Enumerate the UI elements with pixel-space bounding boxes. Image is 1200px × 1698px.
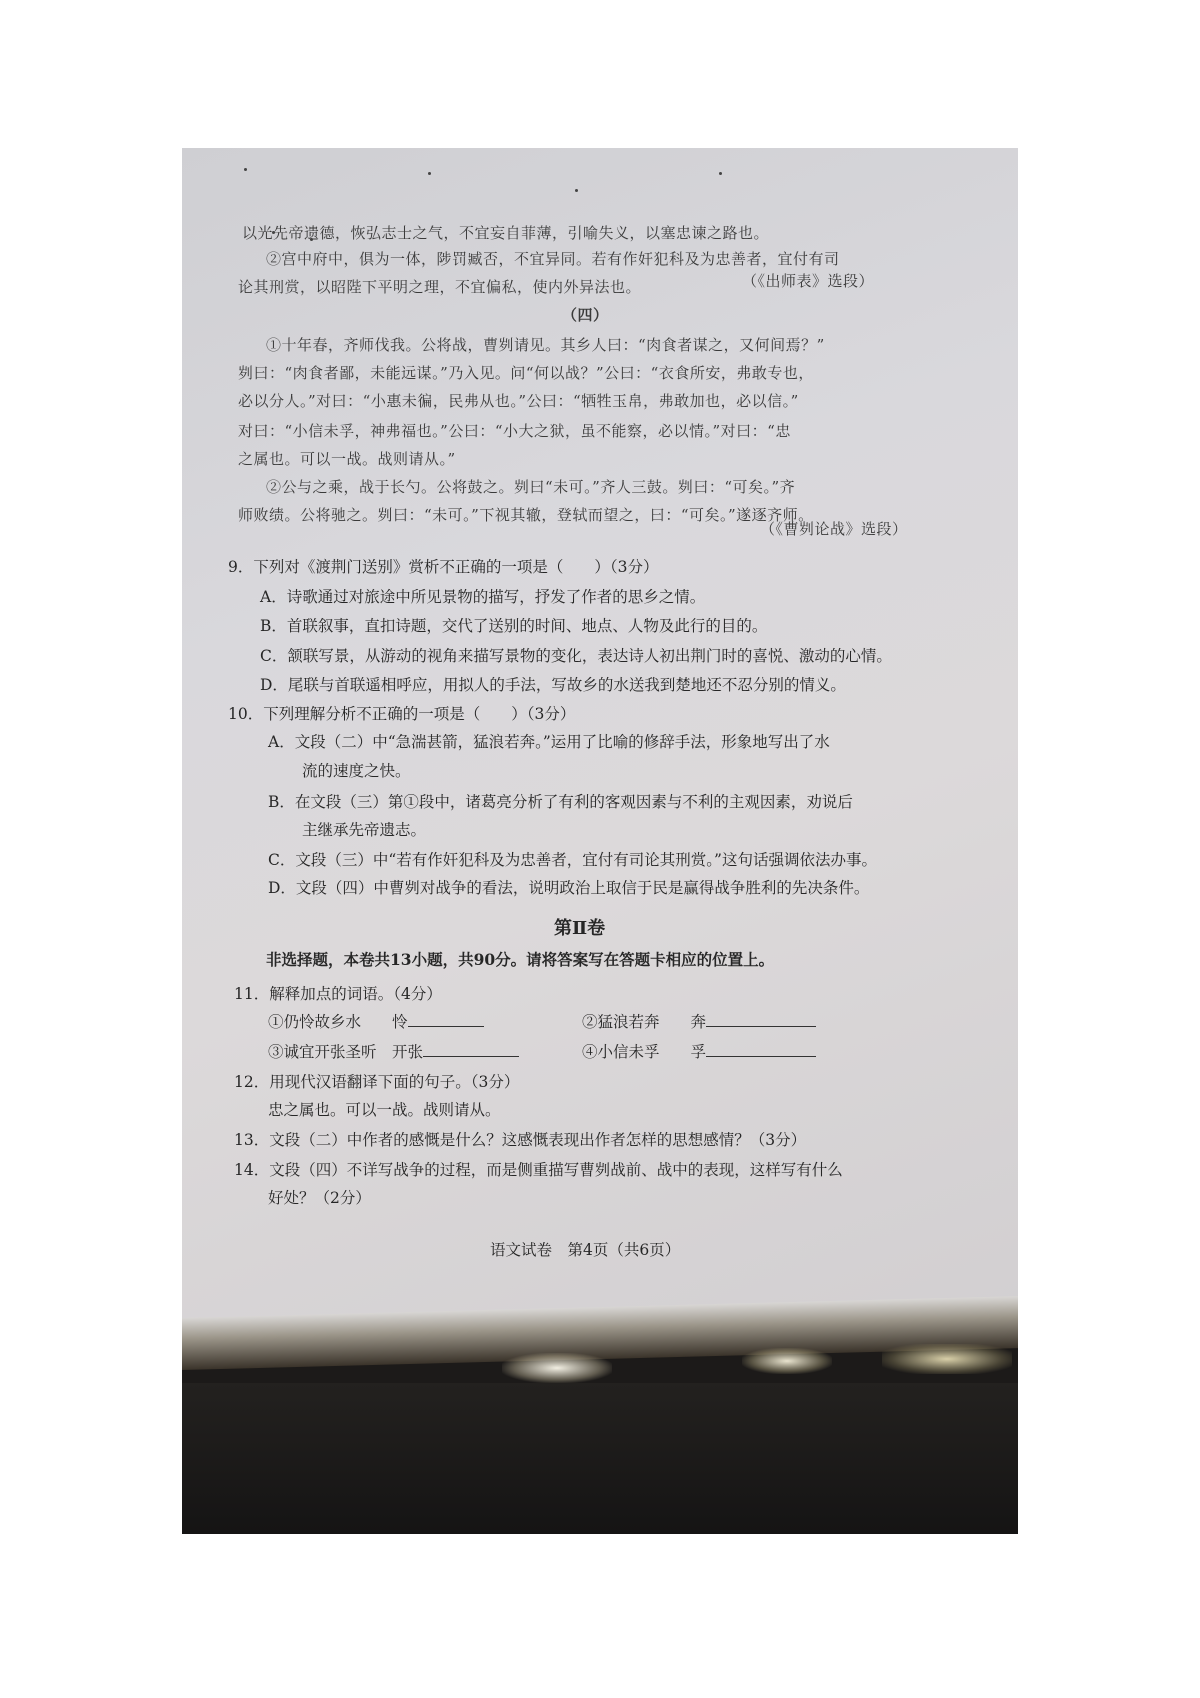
q11-item-label: ③诚宜开张圣听 开张 bbox=[268, 1043, 424, 1061]
option: A．文段（二）中“急湍甚箭，猛浪若奔。”运用了比喻的修辞手法，形象地写出了水 bbox=[268, 733, 830, 751]
question-10: 10．下列理解分析不正确的一项是（ ）（3分） bbox=[228, 705, 576, 723]
answer-blank bbox=[706, 1012, 816, 1027]
question-12: 12．用现代汉语翻译下面的句子。（3分） bbox=[234, 1073, 520, 1091]
answer-blank bbox=[706, 1042, 816, 1057]
exam-photo bbox=[182, 148, 1018, 1534]
passage-line: 师败绩。公将驰之。刿曰：“未可。”下视其辙，登轼而望之，曰：“可矣。”遂逐齐师。 bbox=[238, 506, 814, 524]
q11-item-4 bbox=[582, 1040, 816, 1062]
part-instructions: 非选择题，本卷共13小题，共90分。请将答案写在答题卡相应的位置上。 bbox=[266, 950, 775, 969]
question-9: 9．下列对《渡荆门送别》赏析不正确的一项是（ ）（3分） bbox=[228, 558, 659, 576]
page-footer: 语文试卷 第4页（共6页） bbox=[490, 1241, 681, 1259]
passage-source: （《曹刿论战》选段） bbox=[760, 520, 908, 538]
option: B．在文段（三）第①段中，诸葛亮分析了有利的客观因素与不利的主观因素，劝说后 bbox=[268, 793, 853, 811]
option: 主继承先帝遗志。 bbox=[302, 821, 427, 839]
q11-item-label: ④小信未孚 孚 bbox=[582, 1043, 707, 1061]
passage-line: 必以分人。”对曰：“小惠未徧，民弗从也。”公曰：“牺牲玉帛，弗敢加也，必以信。” bbox=[238, 392, 799, 410]
q11-item-label: ①仍怜故乡水 怜 bbox=[268, 1013, 408, 1031]
option: D．尾联与首联遥相呼应，用拟人的手法，写故乡的水送我到楚地还不忍分别的情义。 bbox=[260, 676, 846, 694]
light-glare bbox=[882, 1344, 1012, 1374]
option: B．首联叙事，直扣诗题，交代了送别的时间、地点、人物及此行的目的。 bbox=[260, 617, 768, 635]
option: A．诗歌通过对旅途中所见景物的描写，抒发了作者的思乡之情。 bbox=[260, 588, 706, 606]
passage-line: 对曰：“小信未孚，神弗福也。”公曰：“小大之狱，虽不能察，必以情。”对曰：“忠 bbox=[238, 422, 791, 440]
passage-line: ②公与之乘，战于长勺。公将鼓之。刿曰“未可。”齐人三鼓。刿曰：“可矣。”齐 bbox=[266, 478, 796, 496]
q11-item-1 bbox=[268, 1010, 484, 1032]
answer-blank bbox=[423, 1042, 519, 1057]
light-glare bbox=[742, 1348, 832, 1374]
option: C．文段（三）中“若有作奸犯科及为忠善者，宜付有司论其刑赏。”这句话强调依法办事。 bbox=[268, 851, 877, 869]
section-title: （四） bbox=[562, 306, 609, 324]
question-14: 14．文段（四）不详写战争的过程，而是侧重描写曹刿战前、战中的表现，这样写有什么 bbox=[234, 1161, 843, 1179]
question-14-cont: 好处？（2分） bbox=[268, 1189, 371, 1207]
option: D．文段（四）中曹刿对战争的看法，说明政治上取信于民是赢得战争胜利的先决条件。 bbox=[268, 879, 870, 897]
passage-line: 刿曰：“肉食者鄙，未能远谋。”乃入见。问“何以战？”公曰：“衣食所安，弗敢专也， bbox=[238, 364, 814, 382]
passage-line: 之属也。可以一战。战则请从。” bbox=[238, 450, 456, 468]
light-glare bbox=[502, 1353, 612, 1383]
question-13: 13．文段（二）中作者的感慨是什么？这感慨表现出作者怎样的思想感情？（3分） bbox=[234, 1131, 807, 1149]
passage-line: ②宫中府中，俱为一体，陟罚臧否，不宜异同。若有作奸犯科及为忠善者，宜付有司 bbox=[266, 250, 840, 268]
q11-item-3 bbox=[268, 1040, 519, 1062]
part-title: 第Ⅱ卷 bbox=[554, 918, 606, 939]
question-11: 11．解释加点的词语。（4分） bbox=[234, 985, 442, 1003]
q12-sentence: 忠之属也。可以一战。战则请从。 bbox=[268, 1101, 501, 1119]
q11-item-label: ②猛浪若奔 奔 bbox=[582, 1013, 707, 1031]
option: C．颔联写景，从游动的视角来描写景物的变化，表达诗人初出荆门时的喜悦、激动的心情。 bbox=[260, 647, 892, 665]
passage-line: ①十年春，齐师伐我。公将战，曹刿请见。其乡人曰：“肉食者谋之，又何间焉？” bbox=[266, 336, 825, 354]
passage-source: （《出师表》选段） bbox=[742, 272, 875, 290]
option: 流的速度之快。 bbox=[302, 762, 411, 780]
answer-blank bbox=[408, 1012, 484, 1027]
q11-item-2 bbox=[582, 1010, 816, 1032]
exam-paper bbox=[182, 148, 1018, 1323]
passage-line: 论其刑赏，以昭陛下平明之理，不宜偏私，使内外异法也。 bbox=[238, 278, 642, 296]
passage-line: 以光先帝遗德，恢弘志士之气，不宜妄自菲薄，引喻失义，以塞忠谏之路也。 bbox=[242, 224, 770, 242]
table-surface bbox=[182, 1383, 1018, 1534]
